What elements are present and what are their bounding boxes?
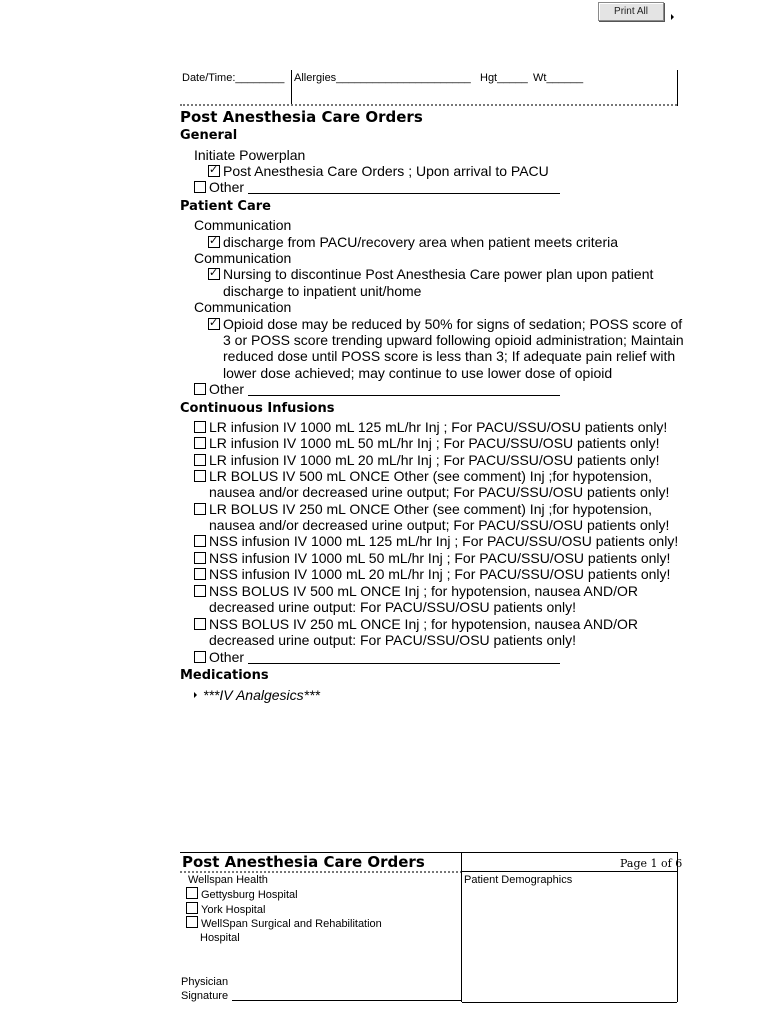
infusion-order-item[interactable] bbox=[194, 468, 652, 485]
checkbox-icon[interactable] bbox=[194, 421, 206, 433]
order-text: Nursing to discontinue Post Anesthesia Care power plan upon patient bbox=[223, 266, 654, 282]
checkbox-icon[interactable] bbox=[186, 916, 198, 928]
order-text: NSS infusion IV 1000 mL 50 mL/hr Inj ; For PACU/SSU/OSU patients only! bbox=[209, 550, 671, 566]
checkbox-icon[interactable] bbox=[194, 651, 206, 663]
order-text: LR infusion IV 1000 mL 50 mL/hr Inj ; For PACU/SSU/OSU patients only! bbox=[209, 435, 660, 451]
order-text: NSS BOLUS IV 250 mL ONCE Inj ; for hypotension, nausea AND/OR bbox=[209, 616, 639, 632]
checkbox-checked-icon[interactable] bbox=[208, 236, 220, 248]
checkbox-icon[interactable] bbox=[194, 568, 206, 580]
hospital-label: WellSpan Surgical and Rehabilitation bbox=[201, 918, 382, 930]
footer-divider bbox=[461, 852, 462, 1002]
checkbox-icon[interactable] bbox=[186, 902, 198, 914]
header-divider bbox=[291, 70, 292, 106]
checkbox-icon[interactable] bbox=[186, 887, 198, 899]
checkbox-icon[interactable] bbox=[194, 437, 206, 449]
order-text: LR BOLUS IV 250 mL ONCE Other (see comment) Inj ;for hypotension, bbox=[209, 501, 652, 517]
height-field: Hgt_____ bbox=[480, 72, 528, 84]
expand-arrow-icon[interactable] bbox=[194, 692, 197, 698]
checkbox-icon[interactable] bbox=[194, 383, 206, 395]
infusion-order-item[interactable] bbox=[194, 566, 670, 583]
datetime-field: Date/Time:________ bbox=[182, 72, 285, 84]
order-text: discharge from PACU/recovery area when patient meets criteria bbox=[223, 234, 619, 250]
other-label: Other bbox=[209, 649, 245, 665]
checkbox-checked-icon[interactable] bbox=[208, 318, 220, 330]
checkbox-icon[interactable] bbox=[194, 454, 206, 466]
infusion-order-item[interactable] bbox=[194, 452, 660, 469]
order-text: Opioid dose may be reduced by 50% for signs of sedation; POSS score of bbox=[223, 316, 683, 332]
hospital-option-wellspan-surgical[interactable] bbox=[186, 916, 382, 932]
infusion-order-item[interactable] bbox=[194, 501, 652, 518]
other-blank-line bbox=[248, 651, 560, 664]
infusion-order-item[interactable] bbox=[194, 583, 638, 600]
order-text-continued: reduced dose until POSS score is less than 3; If adequate pain relief with bbox=[223, 348, 676, 364]
footer-right-border bbox=[677, 852, 678, 1002]
checkbox-checked-icon[interactable] bbox=[208, 165, 220, 177]
other-blank-line bbox=[248, 383, 560, 396]
header-right-border bbox=[677, 70, 678, 106]
order-text-continued: nausea and/or decreased urine output; For PACU/SSU/OSU patients only! bbox=[209, 484, 670, 500]
order-text-continued: lower dose achieved; may continue to use lower dose of opioid bbox=[223, 365, 613, 381]
footer-page-rule bbox=[462, 871, 677, 872]
communication-order-item[interactable] bbox=[208, 234, 618, 251]
infusion-order-item[interactable] bbox=[194, 533, 678, 550]
infusion-order-item[interactable] bbox=[194, 616, 638, 633]
infusion-order-item[interactable] bbox=[194, 419, 667, 436]
print-all-button[interactable]: Print All bbox=[598, 2, 664, 21]
order-text: LR infusion IV 1000 mL 125 mL/hr Inj ; For PACU/SSU/OSU patients only! bbox=[209, 419, 668, 435]
hospital-label: Gettysburg Hospital bbox=[201, 889, 298, 901]
order-text: NSS infusion IV 1000 mL 20 mL/hr Inj ; For PACU/SSU/OSU patients only! bbox=[209, 566, 671, 582]
general-group-label: Initiate Powerplan bbox=[194, 147, 306, 163]
signature-line[interactable] bbox=[232, 1000, 461, 1001]
patient-demographics-label: Patient Demographics bbox=[464, 874, 573, 886]
header-bottom-rule bbox=[180, 104, 677, 106]
page-title: Post Anesthesia Care Orders bbox=[180, 108, 423, 126]
infusion-order-item[interactable] bbox=[194, 435, 660, 452]
hospital-label-continued: Hospital bbox=[200, 932, 240, 944]
order-text: NSS infusion IV 1000 mL 125 mL/hr Inj ; For PACU/SSU/OSU patients only! bbox=[209, 533, 679, 549]
order-text-continued: decreased urine output: For PACU/SSU/OSU patients only! bbox=[209, 632, 577, 648]
weight-field: Wt______ bbox=[533, 72, 584, 84]
patient-care-other-item[interactable] bbox=[194, 381, 560, 398]
allergies-field: Allergies______________________ bbox=[294, 72, 471, 84]
physician-label: Physician bbox=[181, 976, 229, 988]
order-text: LR BOLUS IV 500 mL ONCE Other (see comment) Inj ;for hypotension, bbox=[209, 468, 652, 484]
checkbox-icon[interactable] bbox=[194, 552, 206, 564]
communication-label: Communication bbox=[194, 299, 292, 315]
checkbox-icon[interactable] bbox=[194, 618, 206, 630]
communication-order-item[interactable] bbox=[208, 266, 653, 283]
communication-order-item[interactable] bbox=[208, 316, 682, 333]
subphase-label: ***IV Analgesics*** bbox=[203, 687, 320, 703]
footer-bottom-border bbox=[462, 1002, 677, 1003]
checkbox-icon[interactable] bbox=[194, 181, 206, 193]
checkbox-icon[interactable] bbox=[194, 585, 206, 597]
page-number: Page 1 of 6 bbox=[620, 857, 683, 870]
checkbox-checked-icon[interactable] bbox=[208, 268, 220, 280]
order-text-continued: nausea and/or decreased urine output; For PACU/SSU/OSU patients only! bbox=[209, 517, 670, 533]
order-text: NSS BOLUS IV 500 mL ONCE Inj ; for hypotension, nausea AND/OR bbox=[209, 583, 639, 599]
hospital-option-gettysburg[interactable] bbox=[186, 887, 298, 903]
general-order-item[interactable] bbox=[208, 163, 549, 180]
order-text-continued: discharge to inpatient unit/home bbox=[223, 283, 422, 299]
arrow-right-icon bbox=[671, 7, 674, 25]
iv-analgesics-item[interactable] bbox=[194, 687, 320, 705]
section-patient-care-title: Patient Care bbox=[180, 199, 271, 214]
other-label: Other bbox=[209, 381, 245, 397]
section-medications-title: Medications bbox=[180, 668, 269, 683]
hospital-label: York Hospital bbox=[201, 904, 266, 916]
order-text-continued: 3 or POSS score trending upward following opioid administration; Maintain bbox=[223, 332, 684, 348]
signature-label: Signature bbox=[181, 990, 229, 1002]
general-other-item[interactable] bbox=[194, 179, 560, 196]
infusions-other-item[interactable] bbox=[194, 649, 560, 666]
order-text: Post Anesthesia Care Orders ; Upon arrival to PACU bbox=[223, 163, 549, 179]
infusion-order-item[interactable] bbox=[194, 550, 670, 567]
footer-title: Post Anesthesia Care Orders bbox=[182, 853, 425, 871]
order-text-continued: decreased urine output: For PACU/SSU/OSU patients only! bbox=[209, 599, 577, 615]
other-blank-line bbox=[248, 181, 560, 194]
order-text: LR infusion IV 1000 mL 20 mL/hr Inj ; For PACU/SSU/OSU patients only! bbox=[209, 452, 660, 468]
section-infusions-title: Continuous Infusions bbox=[180, 401, 335, 416]
section-general-title: General bbox=[180, 128, 238, 143]
checkbox-icon[interactable] bbox=[194, 535, 206, 547]
communication-label: Communication bbox=[194, 217, 292, 233]
checkbox-icon[interactable] bbox=[194, 470, 206, 482]
org-name: Wellspan Health bbox=[188, 874, 268, 886]
communication-label: Communication bbox=[194, 250, 292, 266]
checkbox-icon[interactable] bbox=[194, 503, 206, 515]
other-label: Other bbox=[209, 179, 245, 195]
